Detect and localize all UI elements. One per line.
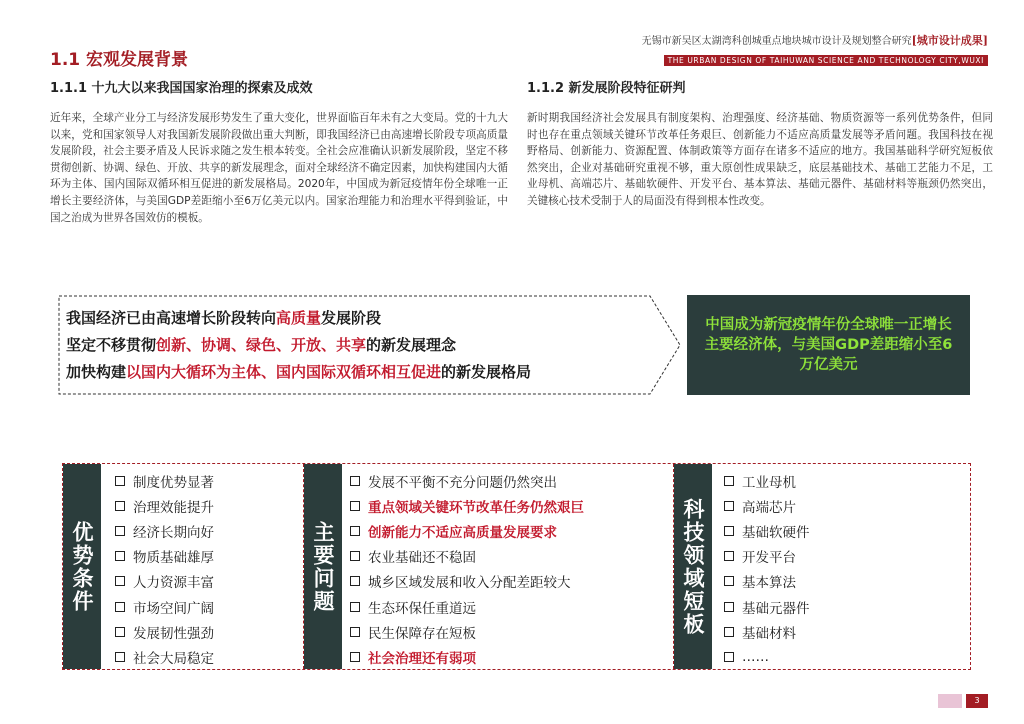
checkbox-icon xyxy=(724,551,734,561)
list-item xyxy=(350,544,584,569)
list-item-text: 发展不平衡不充分问题仍然突出 xyxy=(368,474,557,491)
checkbox-icon xyxy=(724,526,734,536)
list-item xyxy=(350,619,584,644)
list-item-text: 治理效能提升 xyxy=(133,499,214,516)
section-title: 1.1 宏观发展背景 xyxy=(50,50,189,70)
list-item-text: 重点领域关键环节改革任务仍然艰巨 xyxy=(368,499,584,516)
summary-panels xyxy=(62,463,971,670)
list-item-text: 市场空间广阔 xyxy=(133,600,214,617)
problems-list xyxy=(350,468,584,670)
advantages-list xyxy=(115,468,214,670)
arrow-line-2-highlight: 创新、协调、绿色、开放、共享 xyxy=(156,336,367,354)
list-item-text: 工业母机 xyxy=(742,474,796,491)
checkbox-icon xyxy=(115,576,125,586)
arrow-line-3-text: 加快构建 xyxy=(66,363,127,381)
checkbox-icon xyxy=(350,652,360,662)
project-title-en: THE URBAN DESIGN OF TAIHUWAN SCIENCE AND TECHNOLOGY CITY,WUXI xyxy=(664,55,988,66)
checkbox-icon xyxy=(350,501,360,511)
arrow-line-2 xyxy=(66,332,646,359)
checkbox-icon xyxy=(350,526,360,536)
project-tag: [城市设计成果] xyxy=(911,34,988,47)
list-item xyxy=(115,468,214,493)
checkbox-icon xyxy=(115,476,125,486)
list-item-text: 生态环保任重道远 xyxy=(368,600,476,617)
list-item xyxy=(724,518,810,543)
panel-tech-shortcomings xyxy=(673,464,970,669)
list-item-text: 农业基础还不稳固 xyxy=(368,550,476,567)
list-item-text: 民生保障存在短板 xyxy=(368,625,476,642)
list-item-text: 人力资源丰富 xyxy=(133,575,214,592)
list-item-text: 创新能力不适应高质量发展要求 xyxy=(368,524,557,541)
subsection-title-left: 1.1.1 十九大以来我国国家治理的探索及成效 xyxy=(50,81,313,96)
list-item-text: 发展韧性强劲 xyxy=(133,625,214,642)
subsection-title-right: 1.1.2 新发展阶段特征研判 xyxy=(527,81,686,96)
list-item xyxy=(350,644,584,669)
checkbox-icon xyxy=(724,602,734,612)
arrow-line-3-tail: 的新发展格局 xyxy=(441,363,532,381)
list-item xyxy=(115,569,214,594)
checkbox-icon xyxy=(115,627,125,637)
arrow-line-2-text: 坚定不移贯彻 xyxy=(66,336,157,354)
list-item-text: 基础元器件 xyxy=(742,600,810,617)
list-item xyxy=(724,569,810,594)
checkbox-icon xyxy=(724,501,734,511)
list-item xyxy=(115,644,214,669)
checkbox-icon xyxy=(115,526,125,536)
arrow-text xyxy=(66,305,646,386)
arrow-line-1-text: 我国经济已由高速增长阶段转向 xyxy=(66,309,277,327)
list-item xyxy=(350,569,584,594)
checkbox-icon xyxy=(724,652,734,662)
arrow-line-1-highlight: 高质量 xyxy=(276,309,322,327)
list-item-text: 社会大局稳定 xyxy=(133,650,214,667)
paragraph-left: 近年来，全球产业分工与经济发展形势发生了重大变化，世界面临百年未有之大变局。党的十九大以来，党和国家领导人对我国新发展阶段做出重大判断，即我国经济已由高速增长阶段专项高质量发展阶段，社会主要矛盾及人民诉求随之发生根本转变。全社会应准确认识新发展阶段，坚定不移贯彻创新、协调、绿色、开放、共享的新发展理念，面对全球经济不确定因素，加快构建国内大循环为主体、国内国际双循环相互促进的新发展格局。2020年，中国成为新冠疫情年份全球唯一正增长主要经济体，与美国GDP差距缩小至6万亿美元以内。国家治理能力和治理水平得到验证，中国之治成为世界各国效仿的模板。 xyxy=(50,112,508,224)
checkbox-icon xyxy=(350,476,360,486)
checkbox-icon xyxy=(115,501,125,511)
list-item xyxy=(115,518,214,543)
arrow-line-3 xyxy=(66,359,646,386)
list-item xyxy=(115,544,214,569)
highlight-box: 中国成为新冠疫情年份全球唯一正增长主要经济体，与美国GDP差距缩小至6万亿美元 xyxy=(687,295,970,395)
list-item-text: 高端芯片 xyxy=(742,499,796,516)
project-title-cn xyxy=(642,32,988,48)
checkbox-icon xyxy=(115,551,125,561)
checkbox-icon xyxy=(115,602,125,612)
list-item xyxy=(724,468,810,493)
list-item xyxy=(724,493,810,518)
list-item-text: 基本算法 xyxy=(742,575,796,592)
checkbox-icon xyxy=(350,551,360,561)
paragraph-right: 新时期我国经济社会发展具有制度架构、治理强度、经济基础、物质资源等一系列优势条件，但同时也存在重点领域关键环节改革任务艰巨、创新能力不适应高质量发展等矛盾问题。我国科技在视野格局、创新能力、资源配置、体制政策等方面存在诸多不适应的地方。我国基础科学研究短板依然突出，企业对基础研究重视不够，重大原创性成果缺乏，底层基础技术、基础工艺能力不足，工业母机、高端芯片、基础软硬件、开发平台、基本算法、基础元器件、基础材料等瓶颈仍然突出，关键核心技术受制于人的局面没有得到根本性改变。 xyxy=(527,112,993,207)
list-item-text: …… xyxy=(742,648,769,665)
list-item-text: 经济长期向好 xyxy=(133,524,214,541)
list-item-text: 基础材料 xyxy=(742,625,796,642)
checkbox-icon xyxy=(724,576,734,586)
page-tab-decoration xyxy=(938,694,962,708)
panel-label-tech: 科技领域短板 xyxy=(674,464,712,669)
list-item xyxy=(115,493,214,518)
list-item xyxy=(724,619,810,644)
list-item-text: 物质基础雄厚 xyxy=(133,550,214,567)
page-number: 3 xyxy=(966,694,988,708)
list-item-text: 社会治理还有弱项 xyxy=(368,650,476,667)
checkbox-icon xyxy=(724,627,734,637)
list-item xyxy=(115,594,214,619)
list-item xyxy=(724,644,810,669)
list-item xyxy=(724,594,810,619)
arrow-line-3-highlight: 以国内大循环为主体、国内国际双循环相互促进 xyxy=(126,363,442,381)
list-item-text: 城乡区域发展和收入分配差距较大 xyxy=(368,575,571,592)
list-item xyxy=(350,518,584,543)
project-header xyxy=(642,32,988,67)
tech-list xyxy=(724,468,810,670)
list-item xyxy=(115,619,214,644)
list-item xyxy=(350,468,584,493)
list-item-text: 制度优势显著 xyxy=(133,474,214,491)
panel-label-advantages: 优势条件 xyxy=(63,464,101,669)
list-item-text: 开发平台 xyxy=(742,550,796,567)
arrow-line-1-tail: 发展阶段 xyxy=(321,309,382,327)
panel-problems xyxy=(303,464,673,669)
checkbox-icon xyxy=(350,602,360,612)
project-name: 无锡市新吴区太湖湾科创城重点地块城市设计及规划整合研究 xyxy=(641,36,912,47)
arrow-line-2-tail: 的新发展理念 xyxy=(366,336,457,354)
list-item xyxy=(350,594,584,619)
arrow-line-1 xyxy=(66,305,646,332)
panel-advantages xyxy=(63,464,303,669)
checkbox-icon xyxy=(724,476,734,486)
list-item xyxy=(724,544,810,569)
checkbox-icon xyxy=(350,627,360,637)
checkbox-icon xyxy=(350,576,360,586)
panel-label-problems: 主要问题 xyxy=(304,464,342,669)
development-arrow xyxy=(58,295,682,395)
list-item-text: 基础软硬件 xyxy=(742,524,810,541)
list-item xyxy=(350,493,584,518)
checkbox-icon xyxy=(115,652,125,662)
